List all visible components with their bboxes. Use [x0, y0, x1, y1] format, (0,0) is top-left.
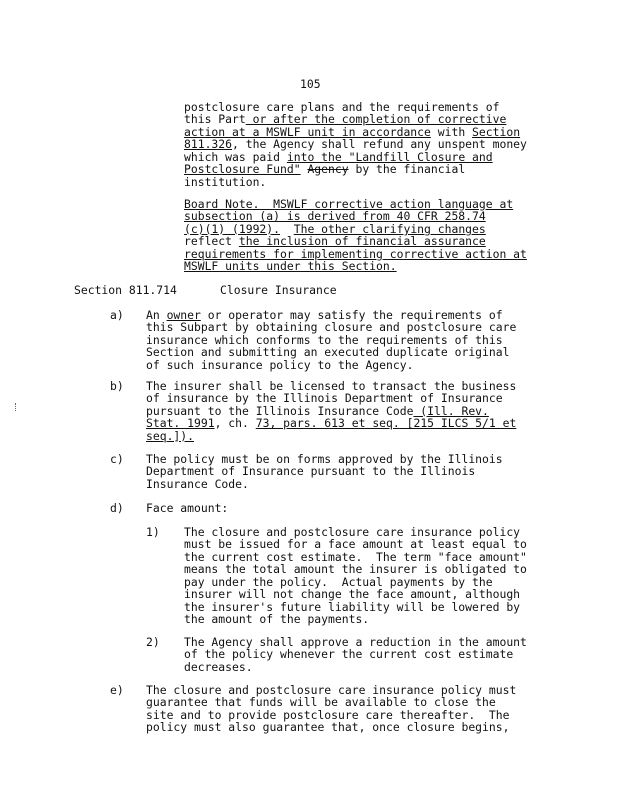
inserted-text: subsection (a) is derived from 40 CFR 258.74	[184, 209, 486, 224]
inserted-text: (Ill. Rev.	[413, 403, 489, 418]
page-number: 105	[300, 77, 321, 91]
inserted-text: 811.326	[184, 137, 233, 152]
board-note: Board Note. MSWLF corrective action language at subsection (a) is derived from 40 CFR 258.74 (c)(1) (1992). The other clarifying changes reflect the inclusion of financial assurance requirements for implementing corrective action at MSWLF units under this Section.	[184, 197, 527, 274]
inserted-text: seq.]).	[146, 428, 195, 443]
item-a-text: An owner or operator may satisfy the requirements of this Subpart by obtaining closure and postclosure care insurance which conforms to the requirements of this Section and submitting an executed duplicate original of such insurance policy to the Agency.	[146, 308, 517, 372]
inserted-text: 73, pars. 613 et seq.	[255, 416, 400, 431]
inserted-text: MSWLF units under this Section.	[184, 259, 397, 274]
item-d-text: Face amount:	[146, 501, 229, 515]
item-marker-d: d)	[110, 501, 124, 515]
section-label: Section 811.714	[74, 283, 177, 297]
inserted-text: Postclosure Fund"	[184, 162, 301, 177]
item-b-text: The insurer shall be licensed to transact the business of insurance by the Illinois Department of Insurance pursuant to the Illinois Insurance Code (Ill. Rev. Stat. 1991, ch. 73, pars. 613 et seq. [215 ILCS 5/1 et seq.]).	[146, 379, 517, 443]
item-marker-b: b)	[110, 379, 124, 393]
inserted-text: The other clarifying changes	[293, 221, 486, 236]
item-marker-a: a)	[110, 308, 124, 322]
inserted-text: action at a MSWLF unit in accordance	[184, 124, 431, 139]
inserted-text: owner	[166, 308, 201, 322]
inserted-text: into the "Landfill Closure and	[286, 149, 493, 164]
subitem-2-text: The Agency shall approve a reduction in the amount of the policy whenever the current cost estimate decreases.	[184, 635, 527, 674]
item-c-text: The policy must be on forms approved by the Illinois Department of Insurance pursuant to the Illinois Insurance Code.	[146, 452, 503, 491]
section-title: Closure Insurance	[220, 283, 337, 297]
subitem-marker-2: 2)	[146, 635, 160, 649]
text-line: postclosure care plans and the requirements of	[184, 100, 500, 114]
closing-paragraph: postclosure care plans and the requirements of this Part or after the completion of corrective action at a MSWLF unit in accordance with Section 811.326, the Agency shall refund any unspent money which was paid into the "Landfill Closure and Postclosure Fund" Agency by the financial institution.	[184, 100, 527, 189]
inserted-text: [215 ILCS 5/1 et	[399, 416, 517, 431]
item-marker-c: c)	[110, 452, 124, 466]
margin-speck	[15, 403, 18, 411]
inserted-text: the inclusion of financial assurance	[238, 234, 486, 249]
deleted-text: Agency	[307, 162, 349, 177]
item-marker-e: e)	[110, 683, 124, 697]
inserted-text: (c)(1) (1992).	[184, 221, 281, 236]
inserted-text: Board Note. MSWLF corrective action language at	[184, 197, 514, 211]
inserted-text: Stat. 1991	[146, 416, 215, 431]
subitem-1-text: The closure and postclosure care insurance policy must be issued for a face amount at least equal to the current cost estimate. The term "face amount" means the total amount the insurer is obligated to pay under the policy. Actual payments by the insurer will not change the face amount, although the insurer's future liability will be lowered by the amount of the payments.	[184, 525, 527, 627]
subitem-marker-1: 1)	[146, 525, 160, 539]
item-e-text: The closure and postclosure care insurance policy must guarantee that funds will be available to close the site and to provide postclosure care thereafter. The policy must also guarantee that, once closure begins,	[146, 683, 517, 735]
inserted-text: or after the completion of corrective	[245, 112, 507, 127]
inserted-text: requirements for implementing corrective action at	[184, 246, 527, 261]
inserted-text: Section	[472, 124, 521, 139]
